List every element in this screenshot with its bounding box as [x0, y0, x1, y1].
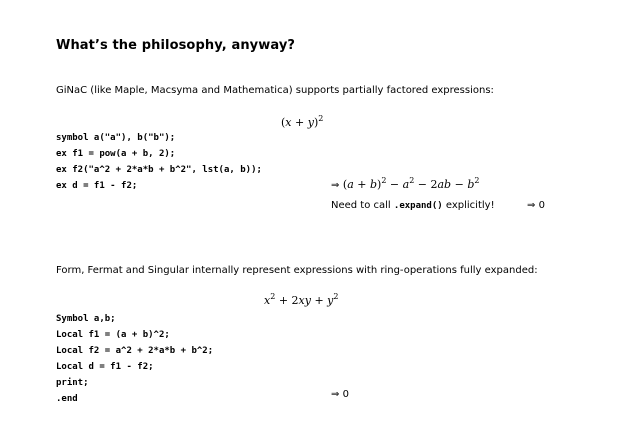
ginac-code-line-1: symbol a("a"), b("b"); — [56, 133, 176, 143]
form-code-line-4: Local d = f1 - f2; — [56, 362, 154, 372]
expand-note — [331, 200, 495, 211]
factored-expression: $(x + y)^2$ — [281, 114, 324, 129]
form-intro: Form, Fermat and Singular internally represent expressions with ring-operations fully expanded: — [56, 265, 538, 276]
zero-value: 0 — [342, 389, 349, 400]
form-zero-result — [331, 389, 349, 400]
form-code-line-3: Local f2 = a^2 + 2*a*b + b^2; — [56, 346, 214, 356]
expanded-expression: $x^2 + 2xy + y^2$ — [264, 292, 339, 307]
ginac-intro: GiNaC (like Maple, Macsyma and Mathematica) supports partially factored expressions: — [56, 85, 494, 96]
ginac-code-line-3: ex f2("a^2 + 2*a*b + b^2", lst(a, b)); — [56, 165, 262, 175]
implies-arrow: ⇒ — [331, 180, 340, 191]
form-code-line-1: Symbol a,b; — [56, 314, 116, 324]
expand-note-prefix: Need to call — [331, 200, 391, 211]
zero-value: 0 — [538, 200, 545, 211]
expand-keyword: .expand() — [393, 201, 443, 211]
expanded-zero-result — [527, 200, 545, 211]
implies-arrow: ⇒ — [331, 389, 340, 400]
ginac-code-line-2: ex f1 = pow(a + b, 2); — [56, 149, 176, 159]
slide-title: What’s the philosophy, anyway? — [56, 38, 296, 53]
form-code-line-2: Local f1 = (a + b)^2; — [56, 330, 170, 340]
difference-result: ⇒ $(a + b)^2 - a^2 - 2ab - b^2$ — [331, 176, 480, 191]
form-code-line-5: print; — [56, 378, 89, 388]
implies-arrow: ⇒ — [527, 200, 536, 211]
ginac-code-line-4: ex d = f1 - f2; — [56, 181, 138, 191]
expand-note-suffix: explicitly! — [445, 200, 495, 211]
form-code-line-6: .end — [56, 394, 78, 404]
